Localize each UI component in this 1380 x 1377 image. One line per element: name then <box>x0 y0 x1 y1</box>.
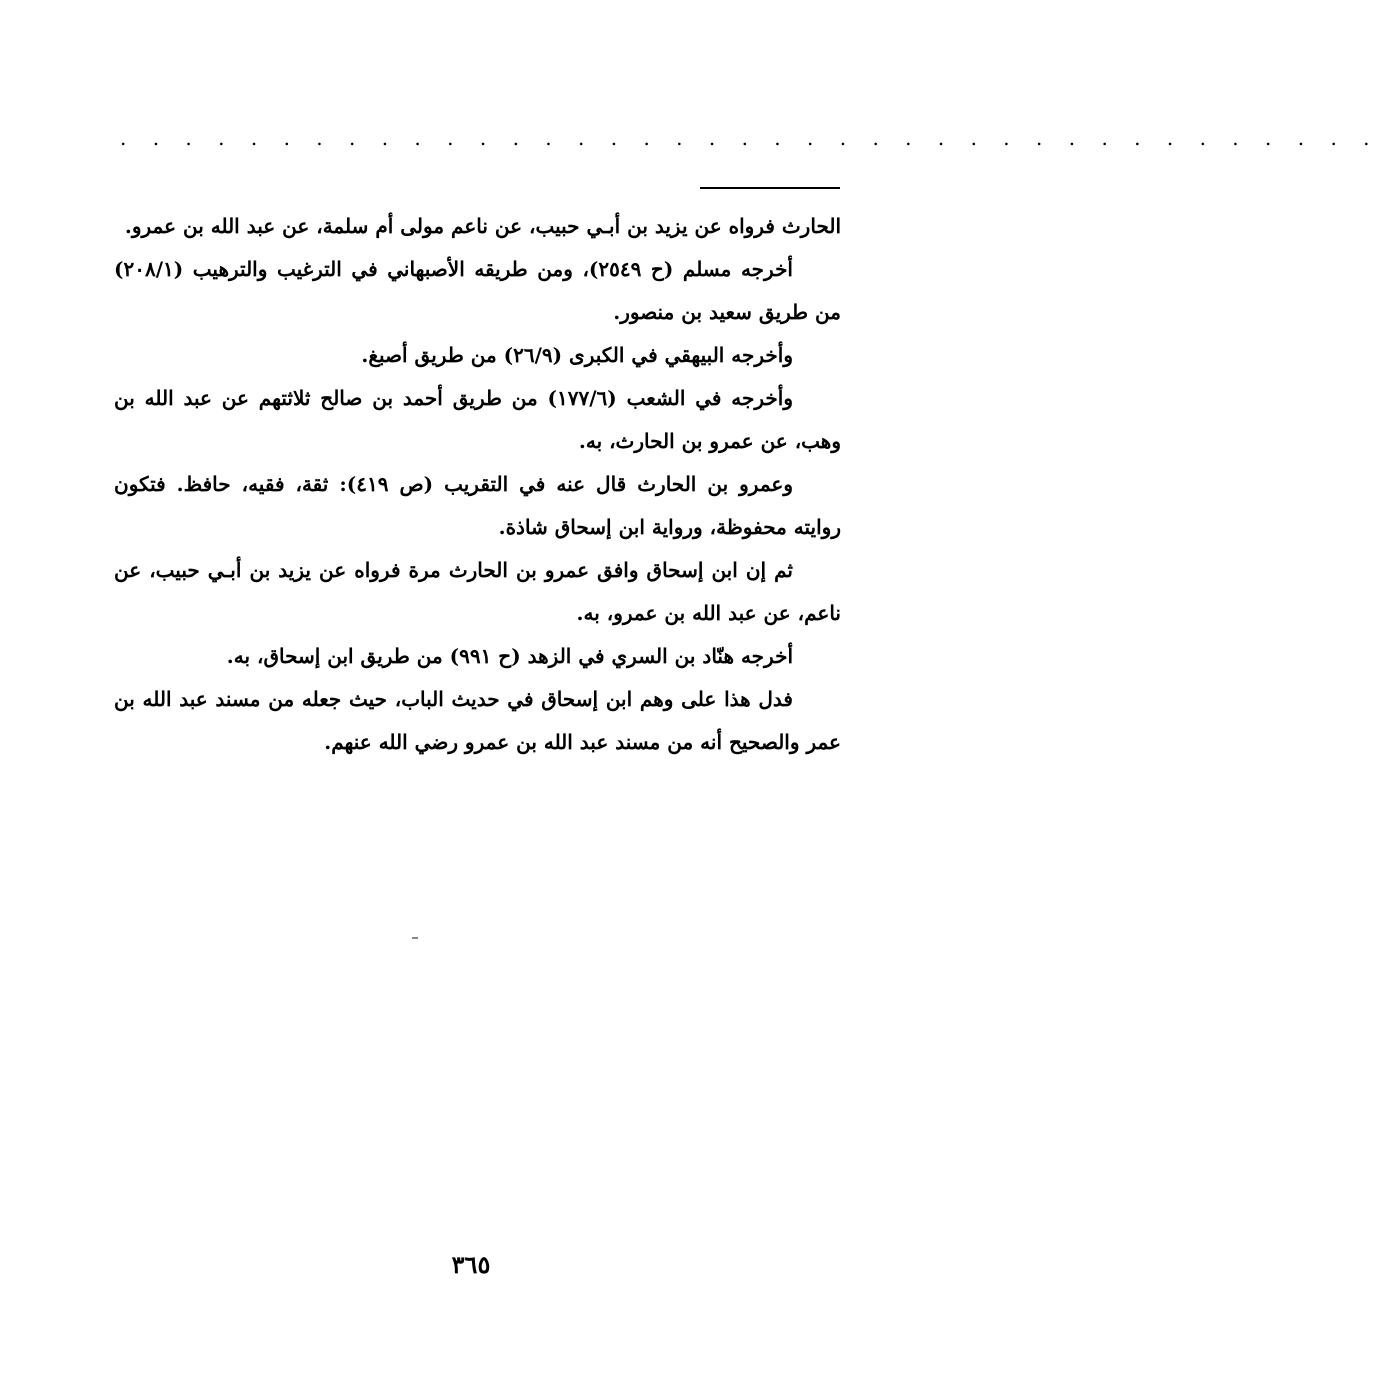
page-number: ٣٦٥ <box>451 1250 491 1279</box>
footnote-paragraph: أخرجه هنّاد بن السري في الزهد (ح ٩٩١) من طريق ابن إسحاق، به. <box>226 644 793 668</box>
footnote-paragraph: ثم إن ابن إسحاق وافق عمرو بن الحارث مرة فرواه عن يزيد بن أبـي حبيب، عن ناعم، عن عبد الله بن عمرو، به. <box>114 558 841 625</box>
footnote-paragraph: وأخرجه البيهقي في الكبرى (٢٦/٩) من طريق أصبغ. <box>361 343 793 367</box>
scan-speck <box>412 937 418 939</box>
dotted-separator: . . . . . . . . . . . . . . . . . . . . . . . . . . . . . . . . . . . . . . . <box>120 126 1380 150</box>
footnote-paragraph: وعمرو بن الحارث قال عنه في التقريب (ص ٤١٩): ثقة، فقيه، حافظ. فتكون روايته محفوظة، ورواية ابن إسحاق شاذة. <box>114 472 841 539</box>
footnote-paragraph: فدل هذا على وهم ابن إسحاق في حديث الباب، حيث جعله من مسند عبد الله بن عمر والصحيح أنه من مسند عبد الله بن عمرو رضي الله عنهم. <box>114 687 841 754</box>
footnote-paragraph: الحارث فرواه عن يزيد بن أبـي حبيب، عن ناعم مولى أم سلمة، عن عبد الله بن عمرو. <box>124 214 841 238</box>
footnote-rule <box>700 187 840 189</box>
footnote-paragraph: وأخرجه في الشعب (١٧٧/٦) من طريق أحمد بن صالح ثلاثتهم عن عبد الله بن وهب، عن عمرو بن الحارث، به. <box>114 386 841 453</box>
footnote-block <box>114 205 841 764</box>
footnote-paragraph: أخرجه مسلم (ح ٢٥٤٩)، ومن طريقه الأصبهاني في الترغيب والترهيب (٢٠٨/١) من طريق سعيد بن منصور. <box>114 257 841 324</box>
